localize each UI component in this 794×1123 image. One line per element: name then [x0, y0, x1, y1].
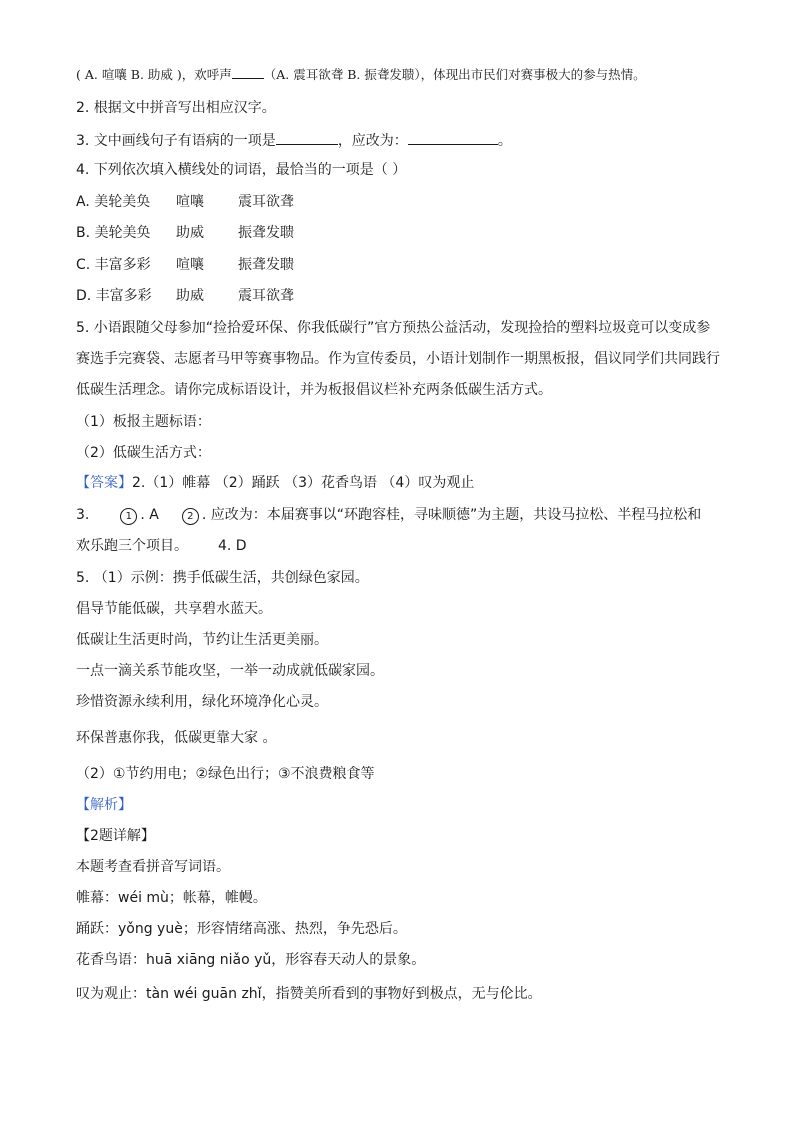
answer-3-choice: . A: [140, 507, 159, 523]
slogan-line: 一点一滴关系节能攻坚，一举一动成就低碳家园。: [76, 663, 384, 679]
question-2: 2. 根据文中拼音写出相应汉字。: [76, 100, 276, 116]
question-3: [76, 130, 512, 151]
answer-3-end: 欢乐跑三个项目。: [76, 538, 188, 554]
answer-line: [76, 473, 474, 493]
option-label: A. 美轮美奂: [76, 194, 151, 210]
analysis-item: 花香鸟语：huā xiāng niǎo yǔ，形容春天动人的景象。: [76, 952, 426, 968]
analysis-subheading: 【2题详解】: [76, 828, 155, 844]
option-word-2: 喧嚷: [176, 257, 204, 273]
q1-text-part2: （A. 震耳欲聋 B. 振聋发聩），体现出市民们对赛事极大的参与热情。: [263, 67, 646, 82]
q3-text-part3: 。: [497, 133, 512, 149]
circled-number: 2: [182, 508, 199, 525]
analysis-item: 叹为观止：tàn wéi guān zhǐ，指赞美所看到的事物好到极点，无与伦比。: [76, 986, 542, 1002]
q1-text-part1: ( A. 喧嚷 B. 助威 )，欢呼声: [76, 67, 232, 82]
option-word-3: 振聋发聩: [238, 257, 294, 273]
question-5-line: 赛选手完赛袋、志愿者马甲等赛事物品。作为宣传委员，小语计划制作一期黑板报，倡议同学们共同践行: [76, 351, 720, 367]
slogan-line: 珍惜资源永续利用，绿化环境净化心灵。: [76, 694, 328, 710]
answer-3-line: [76, 505, 701, 525]
analysis-item: 踊跃：yǒng yuè；形容情绪高涨、热烈，争先恐后。: [76, 921, 407, 937]
slogan-line: 环保普惠你我，低碳更靠大家 。: [76, 730, 277, 746]
question-5-sub1: （1）板报主题标语：: [76, 414, 211, 430]
option-row: [76, 286, 294, 306]
option-word-2: 助威: [176, 288, 204, 304]
option-row: [76, 192, 294, 212]
option-word-2: 助威: [176, 225, 204, 241]
option-label: B. 美轮美奂: [76, 225, 151, 241]
option-row: [76, 255, 294, 275]
option-word-3: 震耳欲聋: [238, 288, 294, 304]
answer-blank: [408, 130, 498, 145]
q3-text-part2: ，应改为：: [337, 133, 408, 149]
question-5-sub2: （2）低碳生活方式：: [76, 445, 211, 461]
answer-4: 4. D: [218, 538, 247, 554]
circled-number: 1: [120, 508, 137, 525]
q3-text-part1: 3. 文中画线句子有语病的一项是: [76, 133, 276, 149]
analysis-tag: 【解析】: [76, 797, 132, 813]
answer-3-correction: . 应改为：本届赛事以“环跑容桂，寻味顺德”为主题，共设马拉松、半程马拉松和: [201, 507, 702, 523]
answer-blank: [232, 64, 264, 79]
answer-tag: 【答案】: [76, 475, 132, 491]
slogan-line: 低碳让生活更时尚，节约让生活更美丽。: [76, 632, 328, 648]
option-label: C. 丰富多彩: [76, 257, 151, 273]
question-4-stem: 4. 下列依次填入横线处的词语，最恰当的一项是（ ）: [76, 162, 407, 178]
slogan-line: 倡导节能低碳，共享碧水蓝天。: [76, 601, 272, 617]
analysis-intro: 本题考查看拼音写词语。: [76, 859, 230, 875]
answer-2: 2.（1）帷幕 （2）踊跃 （3）花香鸟语 （4）叹为观止: [132, 475, 475, 491]
option-label: D. 丰富多彩: [76, 288, 152, 304]
question-1-tail: [76, 64, 646, 85]
answer-5-2: （2）①节约用电；②绿色出行；③不浪费粮食等: [76, 766, 375, 782]
answer-blank: [276, 130, 338, 145]
question-5-line: 5. 小语跟随父母参加“捡拾爱环保、你我低碳行”官方预热公益活动，发现捡拾的塑料垃圾竟可以变成参: [76, 320, 711, 336]
analysis-item: 帷幕：wéi mù；帐幕，帷幔。: [76, 890, 267, 906]
question-5-line: 低碳生活理念。请你完成标语设计，并为板报倡议栏补充两条低碳生活方式。: [76, 382, 552, 398]
option-word-3: 振聋发聩: [238, 225, 294, 241]
answer-3-line-2: [76, 536, 247, 556]
option-word-3: 震耳欲聋: [238, 194, 294, 210]
answer-5-1: 5. （1）示例：携手低碳生活，共创绿色家园。: [76, 570, 369, 586]
option-row: [76, 223, 294, 243]
option-word-2: 喧嚷: [176, 194, 204, 210]
answer-3-number: 3.: [76, 507, 90, 523]
